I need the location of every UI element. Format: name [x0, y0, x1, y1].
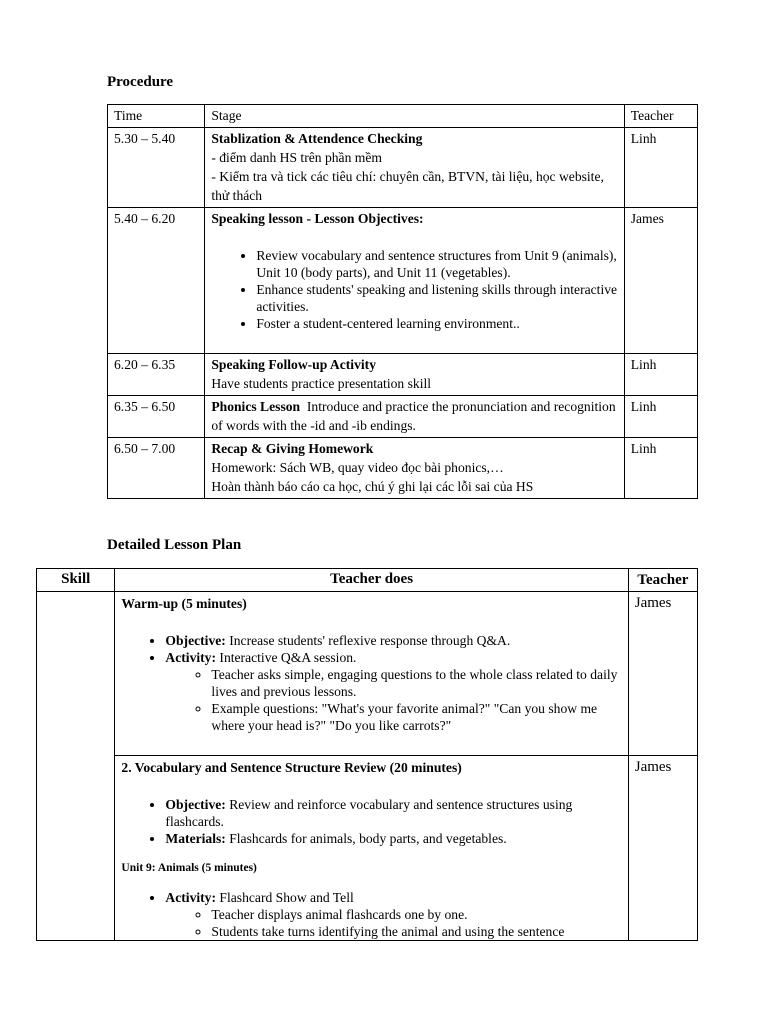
warmup-teacher: James [628, 592, 697, 756]
table-row [37, 592, 698, 756]
header-stage: Stage [205, 105, 624, 128]
unit-activity-list [121, 889, 621, 940]
row-stage [205, 354, 624, 396]
row-time: 5.40 – 6.20 [108, 208, 205, 354]
procedure-table [107, 104, 698, 499]
list-item: ◦ Teacher asks simple, engaging questions to the whole class related to daily lives and previous lessons. [211, 666, 621, 700]
stage-line: Hoàn thành báo cáo ca học, chú ý ghi lại các lỗi sai của HS [211, 479, 534, 494]
procedure-heading: Procedure [107, 74, 174, 90]
row-time: 5.30 – 5.40 [108, 128, 205, 208]
list-item: • Review vocabulary and sentence structures from Unit 9 (animals), Unit 10 (body parts), and Unit 11 (vegetables). [256, 247, 617, 281]
list-item: ◦ Students take turns identifying the animal and using the sentence [211, 923, 621, 940]
row-teacher: Linh [624, 354, 697, 396]
warmup-list [121, 632, 621, 734]
activity-sublist [165, 666, 621, 734]
row-stage [205, 128, 624, 208]
objective-label: Objective: [165, 633, 226, 648]
vocab-teacher: James [628, 756, 697, 941]
row-teacher: James [624, 208, 697, 354]
row-stage [205, 208, 624, 354]
vocab-cell [115, 756, 628, 941]
header-teacher: Teacher [624, 105, 697, 128]
vocab-title: 2. Vocabulary and Sentence Structure Review (20 minutes) [121, 760, 462, 775]
list-item: • Foster a student-centered learning environment.. [256, 315, 617, 332]
list-item [165, 649, 621, 734]
table-header-row [37, 569, 698, 592]
stage-title: Recap & Giving Homework [211, 441, 374, 456]
row-stage [205, 396, 624, 438]
materials-text: Flashcards for animals, body parts, and vegetables. [225, 831, 507, 846]
row-time: 6.50 – 7.00 [108, 438, 205, 499]
stage-title: Stablization & Attendence Checking [211, 131, 423, 146]
stage-line: - điểm danh HS trên phần mềm [211, 150, 382, 165]
table-row [108, 396, 698, 438]
list-item [165, 830, 621, 847]
table-header-row [108, 105, 698, 128]
row-teacher: Linh [624, 128, 697, 208]
list-item: • Enhance students' speaking and listening skills through interactive activities. [256, 281, 617, 315]
objectives-list [211, 247, 617, 332]
list-item: ◦ Teacher displays animal flashcards one by one. [211, 906, 621, 923]
header-time: Time [108, 105, 205, 128]
vocab-list [121, 796, 621, 847]
stage-title: Speaking Follow-up Activity [211, 357, 376, 372]
row-teacher: Linh [624, 396, 697, 438]
stage-line: - Kiểm tra và tick các tiêu chí: chuyên cần, BTVN, tài liệu, học website, thử thách [211, 169, 604, 203]
stage-line: Homework: Sách WB, quay video đọc bài phonics,… [211, 460, 504, 475]
header-teacher: Teacher [628, 569, 697, 592]
table-row [108, 208, 698, 354]
activity-text: Flashcard Show and Tell [216, 890, 354, 905]
table-row [108, 438, 698, 499]
header-skill: Skill [37, 569, 115, 592]
lesson-plan-heading: Detailed Lesson Plan [107, 537, 242, 553]
list-item [165, 632, 621, 649]
list-item [165, 889, 621, 940]
stage-description: Introduce and practice the pronunciation and recognition of words with the -id and -ib endings. [211, 399, 620, 433]
table-row [108, 354, 698, 396]
list-item: ◦ Example questions: "What's your favorite animal?" "Can you show me where your head is?" "Do you like carrots?" [211, 700, 621, 734]
row-time: 6.35 – 6.50 [108, 396, 205, 438]
objective-text: Review and reinforce vocabulary and sentence structures using flashcards. [165, 797, 573, 829]
header-teacher-does: Teacher does [115, 569, 628, 592]
activity-sublist [165, 906, 621, 940]
row-teacher: Linh [624, 438, 697, 499]
stage-title: Phonics Lesson [211, 399, 301, 414]
activity-label: Activity: [165, 650, 217, 665]
warmup-cell [115, 592, 628, 756]
activity-text: Interactive Q&A session. [216, 650, 357, 665]
activity-label: Activity: [165, 890, 217, 905]
stage-line: Have students practice presentation skill [211, 376, 432, 391]
stage-title: Speaking lesson - Lesson Objectives: [211, 211, 424, 226]
list-item [165, 796, 621, 830]
table-row [108, 128, 698, 208]
skill-cell [37, 592, 115, 941]
lesson-plan-table [36, 568, 698, 941]
materials-label: Materials: [165, 831, 226, 846]
unit-title: Unit 9: Animals (5 minutes) [121, 862, 257, 874]
objective-text: Increase students' reflexive response through Q&A. [225, 633, 511, 648]
row-time: 6.20 – 6.35 [108, 354, 205, 396]
warmup-title: Warm-up (5 minutes) [121, 596, 247, 611]
table-row [37, 756, 698, 941]
objective-label: Objective: [165, 797, 226, 812]
row-stage [205, 438, 624, 499]
